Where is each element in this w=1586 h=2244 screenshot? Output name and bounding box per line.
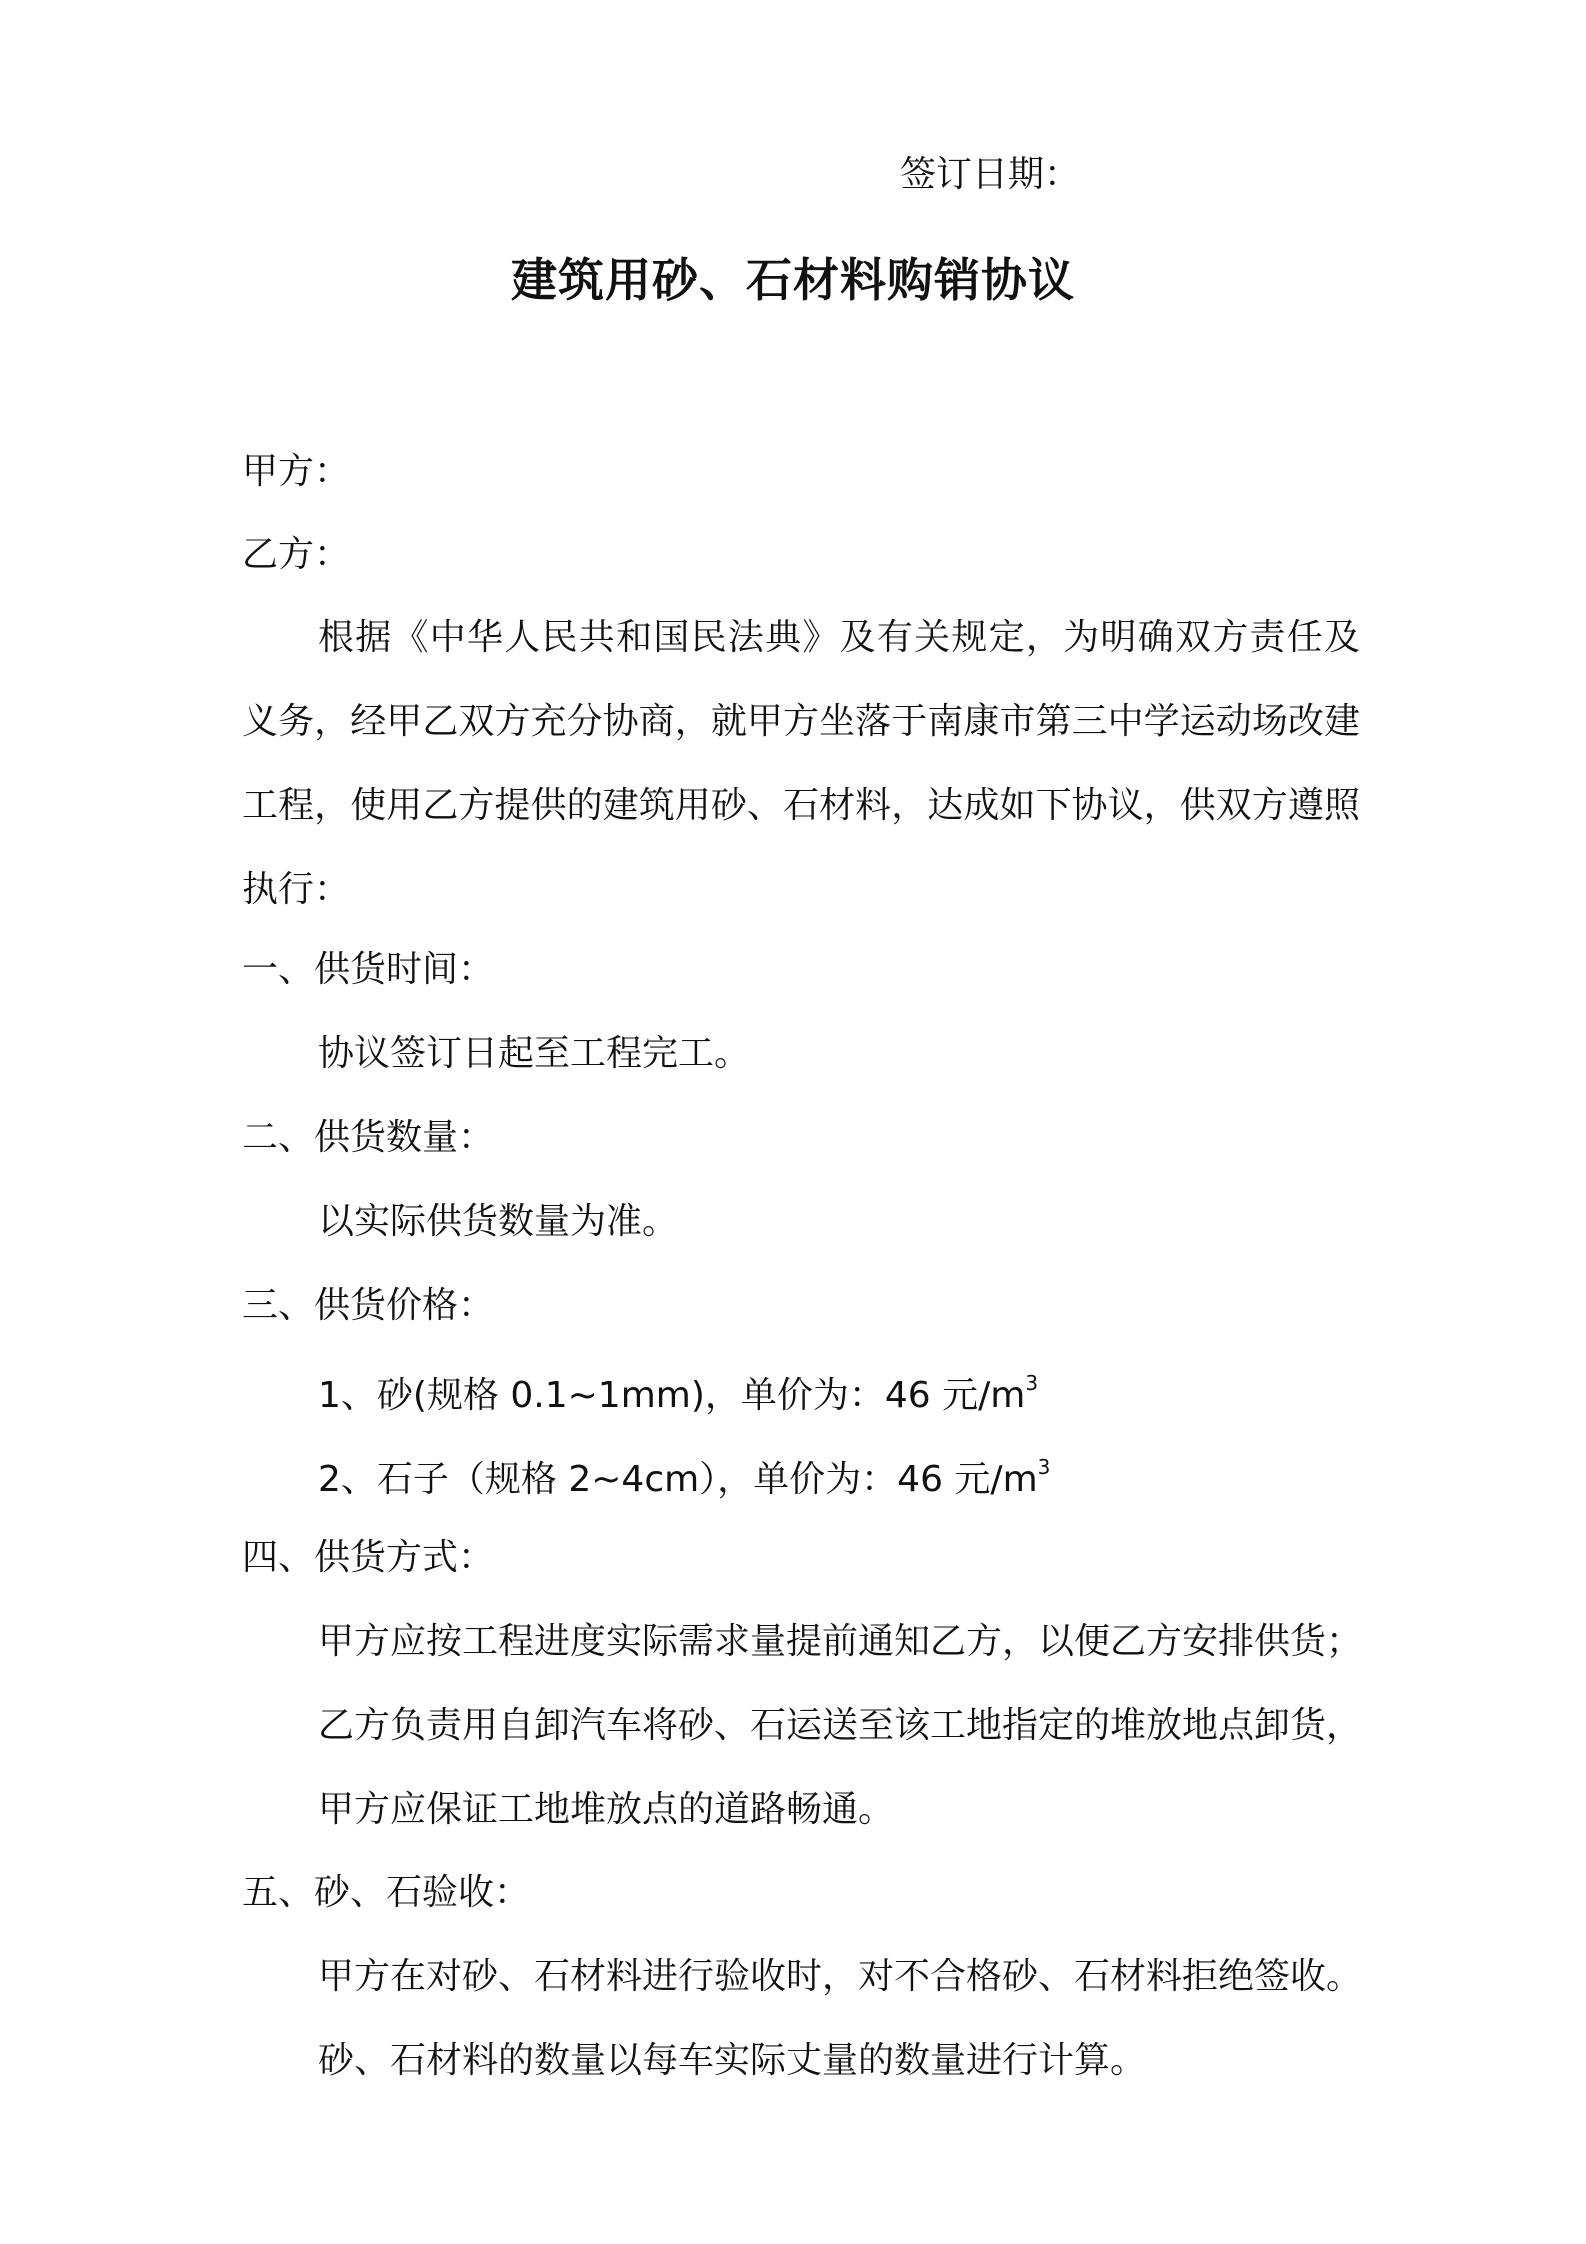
sign-date-label: 签订日期：: [900, 154, 1081, 195]
section-5-body-1: 甲方在对砂、石材料进行验收时，对不合格砂、石材料拒绝签收。: [318, 1956, 1363, 1997]
section-3-heading: 三、供货价格：: [242, 1285, 495, 1326]
cubic-superscript: 3: [1025, 1371, 1039, 1395]
section-1-heading: 一、供货时间：: [242, 949, 495, 990]
section-2-body: 以实际供货数量为准。: [318, 1201, 679, 1242]
section-2-heading: 二、供货数量：: [242, 1117, 495, 1158]
price-item-sand: [318, 1371, 1038, 1421]
preamble-paragraph: 根据《中华人民共和国民法典》及有关规定，为明确双方责任及义务，经甲乙双方充分协商，就甲方坐落于南康市第三中学运动场改建工程，使用乙方提供的建筑用砂、石材料，达成如下协议，供双方遵照执行：: [242, 617, 1360, 910]
price-item-sand-text: 1、砂(规格 0.1~1mm)，单价为：46 元/m: [318, 1375, 1026, 1416]
price-item-stone-text: 2、石子（规格 2~4cm），单价为：46 元/m: [318, 1459, 1038, 1500]
party-a-label: 甲方：: [242, 451, 351, 492]
section-5-body-2: 砂、石材料的数量以每车实际丈量的数量进行计算。: [318, 2040, 1147, 2081]
section-4-heading: 四、供货方式：: [242, 1537, 495, 1578]
party-b-label: 乙方：: [242, 534, 351, 575]
document-title: 建筑用砂、石材料购销协议: [511, 253, 1075, 307]
section-5-heading: 五、砂、石验收：: [242, 1872, 531, 1913]
price-item-stone: [318, 1455, 1050, 1505]
section-1-body: 协议签订日起至工程完工。: [318, 1033, 751, 1074]
section-4-body: 甲方应按工程进度实际需求量提前通知乙方，以便乙方安排供货；乙方负责用自卸汽车将砂、石运送至该工地指定的堆放地点卸货，甲方应保证工地堆放点的道路畅通。: [318, 1621, 1363, 1830]
cubic-superscript: 3: [1037, 1455, 1051, 1479]
